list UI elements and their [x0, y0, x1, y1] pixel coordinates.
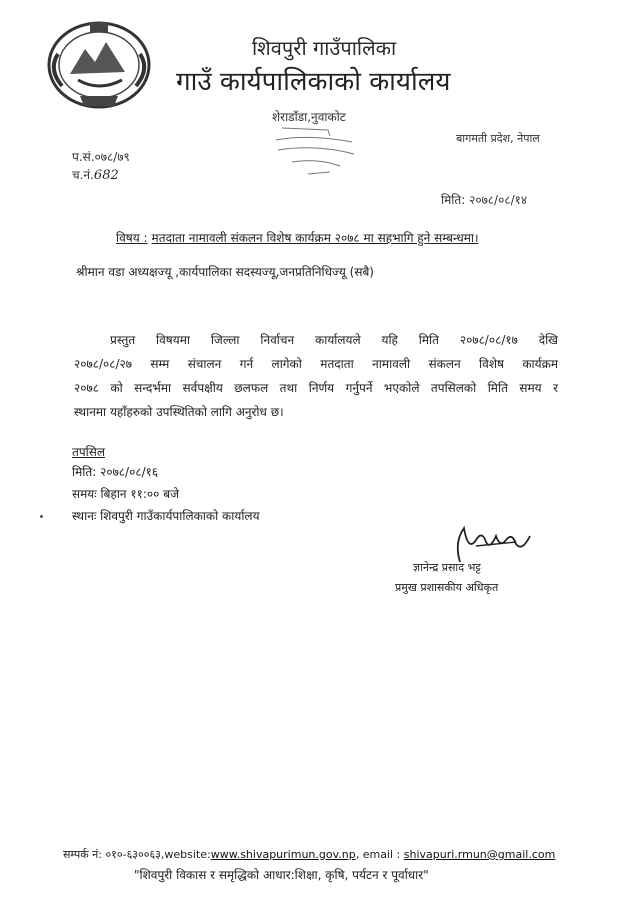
- province: बागमती प्रदेश, नेपाल: [456, 132, 540, 145]
- dispatch-number: [72, 166, 119, 183]
- contact-line: [63, 847, 555, 862]
- office-stamp: [268, 120, 388, 182]
- meeting-venue: स्थानः शिवपुरी गाउँकार्यपालिकाको कार्यालय: [72, 509, 260, 523]
- letter-ref-number: प.सं.०७८/७९: [72, 150, 130, 164]
- body-paragraph: [74, 328, 558, 424]
- salutation: श्रीमान वडा अध्यक्षज्यू ,कार्यपालिका सदस्यज्यू,जनप्रतिनिधिज्यू (सबै): [76, 265, 374, 279]
- details-heading: तपसिल: [72, 445, 106, 459]
- meeting-date: मिति: २०७८/०८/१६: [72, 465, 159, 479]
- subject-text: मतदाता नामावली संकलन विशेष कार्यक्रम २०७८ मा सहभागि हुने सम्बन्धमा।: [151, 231, 479, 245]
- body-line: २०७८ को सन्दर्भमा सर्वपक्षीय छलफल तथा निर्णय गर्नुपर्ने भएकोले तपसिलको मिति समय र: [74, 381, 558, 395]
- municipality-name: शिवपुरी गाउँपालिका: [252, 36, 397, 60]
- signatory-name: ज्ञानेन्द्र प्रसाद भट्ट: [413, 561, 481, 574]
- body-line: २०७८/०८/२७ सम्म संचालन गर्न लागेको मतदाता नामावली संकलन विशेष कार्यक्रम: [74, 357, 558, 371]
- motto: "शिवपुरी विकास र समृद्धिको आधार:शिक्षा, कृषि, पर्यटन र पूर्वाधार": [134, 868, 429, 882]
- website-link[interactable]: www.shivapurimun.gov.np: [210, 848, 356, 861]
- letter-date: मिति: २०७८/०८/१४: [441, 193, 528, 207]
- dispatch-label: च.नं.: [72, 168, 94, 182]
- office-name: गाउँ कार्यपालिकाको कार्यालय: [176, 67, 451, 97]
- municipality-logo: [40, 14, 158, 116]
- dispatch-handwritten-number: 682: [93, 168, 119, 183]
- email-link[interactable]: shivapuri.rmun@gmail.com: [403, 848, 556, 861]
- meeting-time: समयः बिहान ११:०० बजे: [72, 487, 179, 501]
- subject-label: विषय :: [116, 231, 148, 245]
- signatory-title: प्रमुख प्रशासकीय अधिकृत: [395, 581, 499, 594]
- email-label: , email :: [355, 848, 404, 861]
- body-line: स्थानमा यहाँहरुको उपस्थितिको लागि अनुरोध छ।: [74, 405, 284, 419]
- margin-mark: [40, 515, 43, 518]
- body-line: प्रस्तुत विषयमा जिल्ला निर्वाचन कार्यालयले यहि मिति २०७८/०८/१७ देखि: [110, 333, 558, 347]
- contact-phone: सम्पर्क नं: ०१०-६३००६३,website:: [63, 848, 211, 861]
- subject-line: [116, 229, 479, 246]
- office-place: शेराडाँडा,नुवाकोट: [272, 110, 346, 124]
